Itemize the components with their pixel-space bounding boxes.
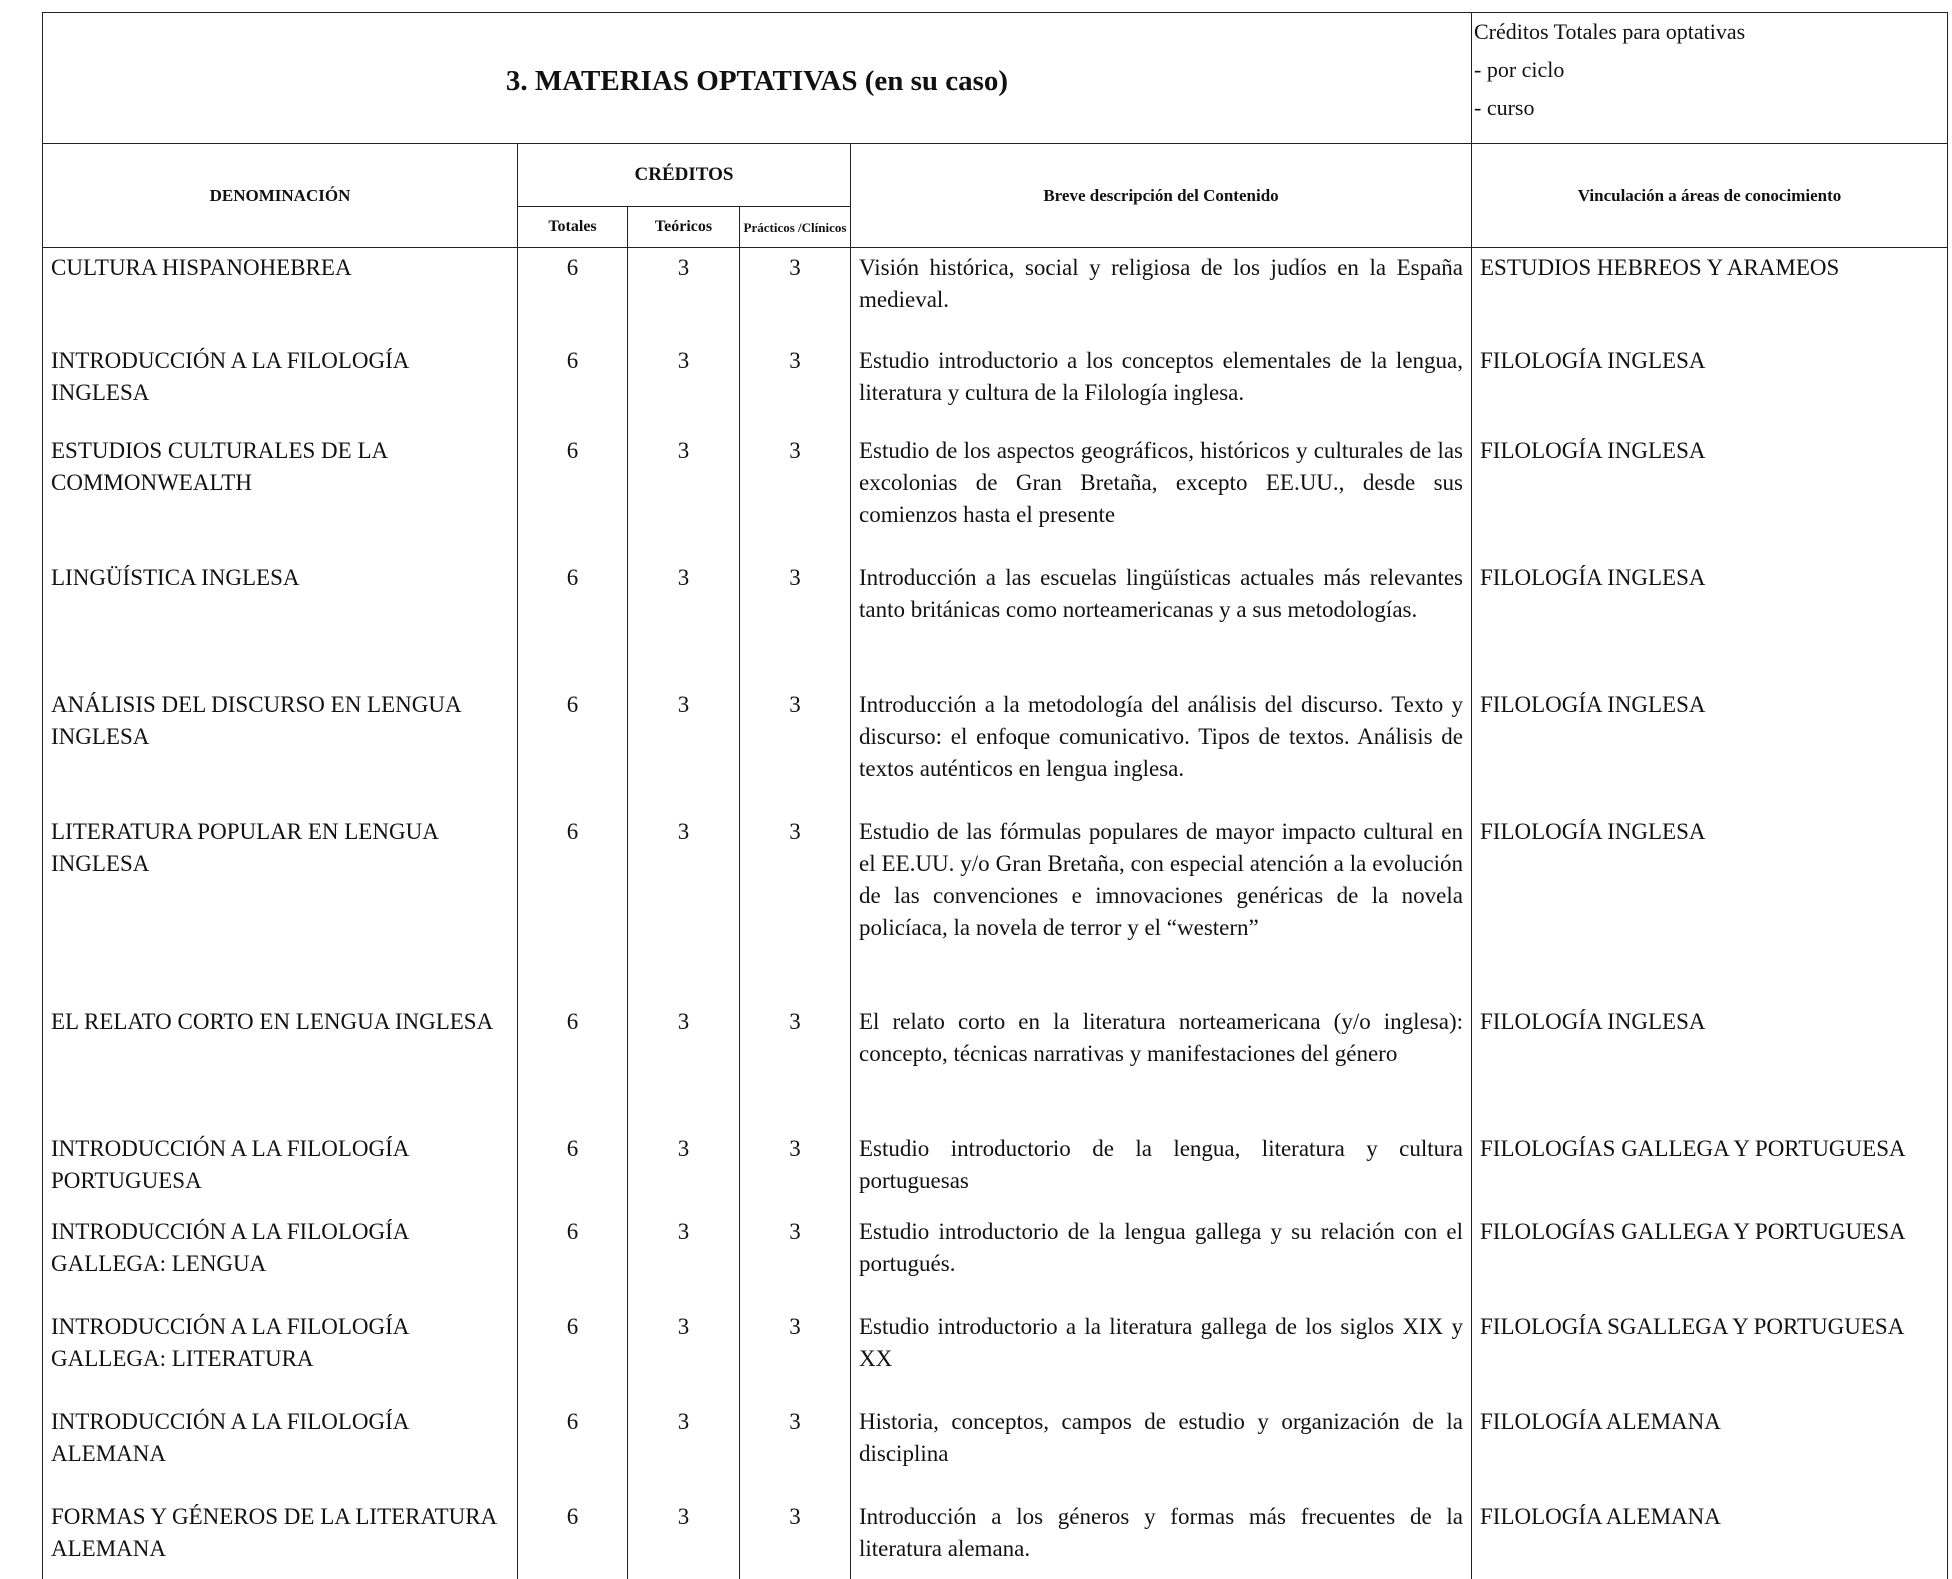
header-denominacion: DENOMINACIÓN — [43, 144, 518, 248]
subject-name: ESTUDIOS CULTURALES DE LA COMMONWEALTH — [43, 431, 518, 558]
credits-totales: 6 — [518, 1402, 628, 1497]
credits-totales: 6 — [518, 1212, 628, 1307]
credits-teoricos: 3 — [628, 1402, 740, 1497]
subject-name: CULTURA HISPANOHEBREA — [43, 248, 518, 341]
credits-practicos: 3 — [740, 1129, 851, 1212]
credits-practicos: 3 — [740, 1402, 851, 1497]
subject-name: INTRODUCCIÓN A LA FILOLOGÍA GALLEGA: LENGUA — [43, 1212, 518, 1307]
subject-name: LITERATURA POPULAR EN LENGUA INGLESA — [43, 812, 518, 1002]
credits-practicos: 3 — [740, 1307, 851, 1402]
credits-totales: 6 — [518, 248, 628, 341]
credits-practicos: 3 — [740, 341, 851, 431]
subject-description: Estudio introductorio de la lengua gallega y su relación con el portugués. — [851, 1212, 1472, 1307]
credits-totales: 6 — [518, 812, 628, 1002]
credits-practicos: 3 — [740, 1002, 851, 1129]
knowledge-area: FILOLOGÍA SGALLEGA Y PORTUGUESA — [1472, 1307, 1948, 1402]
subject-description: Estudio introductorio de la lengua, literatura y cultura portuguesas — [851, 1129, 1472, 1212]
credits-teoricos: 3 — [628, 685, 740, 812]
credits-teoricos: 3 — [628, 1002, 740, 1129]
header-row — [43, 144, 1948, 207]
table-row — [43, 1307, 1948, 1402]
knowledge-area: FILOLOGÍA INGLESA — [1472, 1002, 1948, 1129]
credits-totales: 6 — [518, 558, 628, 685]
knowledge-area: ESTUDIOS HEBREOS Y ARAMEOS — [1472, 248, 1948, 341]
subject-name: LINGÜÍSTICA INGLESA — [43, 558, 518, 685]
credits-totales: 6 — [518, 341, 628, 431]
header-creditos: CRÉDITOS — [518, 144, 851, 207]
credits-practicos: 3 — [740, 685, 851, 812]
subject-description: Estudio de los aspectos geográficos, históricos y culturales de las excolonias de Gran Bretaña, excepto EE.UU., desde sus comienzos hasta el presente — [851, 431, 1472, 558]
subject-description: Estudio introductorio a la literatura gallega de los siglos XIX y XX — [851, 1307, 1472, 1402]
section-title: 3. MATERIAS OPTATIVAS (en su caso) — [43, 13, 1472, 144]
title-row — [43, 13, 1948, 144]
credits-totales: 6 — [518, 1129, 628, 1212]
subject-description: El relato corto en la literatura norteamericana (y/o inglesa): concepto, técnicas narrativas y manifestaciones del género — [851, 1002, 1472, 1129]
credits-teoricos: 3 — [628, 431, 740, 558]
subject-description: Visión histórica, social y religiosa de los judíos en la España medieval. — [851, 248, 1472, 341]
optional-subjects-form — [42, 12, 1947, 1579]
header-teoricos: Teóricos — [628, 207, 740, 248]
table-row — [43, 1212, 1948, 1307]
knowledge-area: FILOLOGÍA INGLESA — [1472, 685, 1948, 812]
credits-totales: 6 — [518, 1497, 628, 1579]
credits-practicos: 3 — [740, 1497, 851, 1579]
header-vinculacion: Vinculación a áreas de conocimiento — [1472, 144, 1948, 248]
credits-totales: 6 — [518, 685, 628, 812]
table-row — [43, 1002, 1948, 1129]
subjects-body — [43, 248, 1948, 1579]
knowledge-area: FILOLOGÍAS GALLEGA Y PORTUGUESA — [1472, 1129, 1948, 1212]
subject-name: INTRODUCCIÓN A LA FILOLOGÍA ALEMANA — [43, 1402, 518, 1497]
subject-description: Estudio de las fórmulas populares de mayor impacto cultural en el EE.UU. y/o Gran Bretaña, con especial atención a la evolución de las convenciones e imnovaciones genéricas de la novela policíaca, la novela de terror y el “western” — [851, 812, 1472, 1002]
table-row — [43, 812, 1948, 1002]
credits-teoricos: 3 — [628, 1212, 740, 1307]
table-row — [43, 558, 1948, 685]
subject-name: EL RELATO CORTO EN LENGUA INGLESA — [43, 1002, 518, 1129]
optional-credits-label: Créditos Totales para optativas — [1474, 19, 1746, 44]
optional-subjects-table — [42, 12, 1948, 1579]
credits-teoricos: 3 — [628, 558, 740, 685]
credits-teoricos: 3 — [628, 1497, 740, 1579]
knowledge-area: FILOLOGÍA INGLESA — [1472, 341, 1948, 431]
credits-practicos: 3 — [740, 431, 851, 558]
knowledge-area: FILOLOGÍAS GALLEGA Y PORTUGUESA — [1472, 1212, 1948, 1307]
subject-description: Historia, conceptos, campos de estudio y organización de la disciplina — [851, 1402, 1472, 1497]
table-row — [43, 1129, 1948, 1212]
credits-totales: 6 — [518, 431, 628, 558]
subject-description: Introducción a la metodología del análisis del discurso. Texto y discurso: el enfoque comunicativo. Tipos de textos. Análisis de textos auténticos en lengua inglesa. — [851, 685, 1472, 812]
credits-practicos: 3 — [740, 1212, 851, 1307]
credits-teoricos: 3 — [628, 1129, 740, 1212]
header-totales: Totales — [518, 207, 628, 248]
header-practicos: Prácticos /Clínicos — [740, 207, 851, 248]
credits-practicos: 3 — [740, 248, 851, 341]
subject-name: ANÁLISIS DEL DISCURSO EN LENGUA INGLESA — [43, 685, 518, 812]
knowledge-area: FILOLOGÍA INGLESA — [1472, 558, 1948, 685]
table-row — [43, 431, 1948, 558]
subject-description: Introducción a los géneros y formas más frecuentes de la literatura alemana. — [851, 1497, 1472, 1579]
table-row — [43, 685, 1948, 812]
optional-credits-box — [1472, 13, 1948, 144]
table-row — [43, 248, 1948, 341]
subject-name: INTRODUCCIÓN A LA FILOLOGÍA PORTUGUESA — [43, 1129, 518, 1212]
credits-teoricos: 3 — [628, 1307, 740, 1402]
table-row — [43, 1402, 1948, 1497]
subject-name: FORMAS Y GÉNEROS DE LA LITERATURA ALEMANA — [43, 1497, 518, 1579]
table-row — [43, 341, 1948, 431]
subject-name: INTRODUCCIÓN A LA FILOLOGÍA INGLESA — [43, 341, 518, 431]
credits-practicos: 3 — [740, 812, 851, 1002]
credits-totales: 6 — [518, 1002, 628, 1129]
header-descripcion: Breve descripción del Contenido — [851, 144, 1472, 248]
credits-totales: 6 — [518, 1307, 628, 1402]
subject-description: Introducción a las escuelas lingüísticas actuales más relevantes tanto británicas como norteamericanas y a sus metodologías. — [851, 558, 1472, 685]
table-row — [43, 1497, 1948, 1579]
subject-description: Estudio introductorio a los conceptos elementales de la lengua, literatura y cultura de la Filología inglesa. — [851, 341, 1472, 431]
credits-teoricos: 3 — [628, 812, 740, 1002]
knowledge-area: FILOLOGÍA ALEMANA — [1472, 1402, 1948, 1497]
credits-teoricos: 3 — [628, 248, 740, 341]
knowledge-area: FILOLOGÍA ALEMANA — [1472, 1497, 1948, 1579]
knowledge-area: FILOLOGÍA INGLESA — [1472, 812, 1948, 1002]
knowledge-area: FILOLOGÍA INGLESA — [1472, 431, 1948, 558]
credits-practicos: 3 — [740, 558, 851, 685]
per-course-label: - curso — [1474, 95, 1535, 120]
credits-teoricos: 3 — [628, 341, 740, 431]
per-cycle-label: - por ciclo — [1474, 57, 1565, 82]
subject-name: INTRODUCCIÓN A LA FILOLOGÍA GALLEGA: LITERATURA — [43, 1307, 518, 1402]
